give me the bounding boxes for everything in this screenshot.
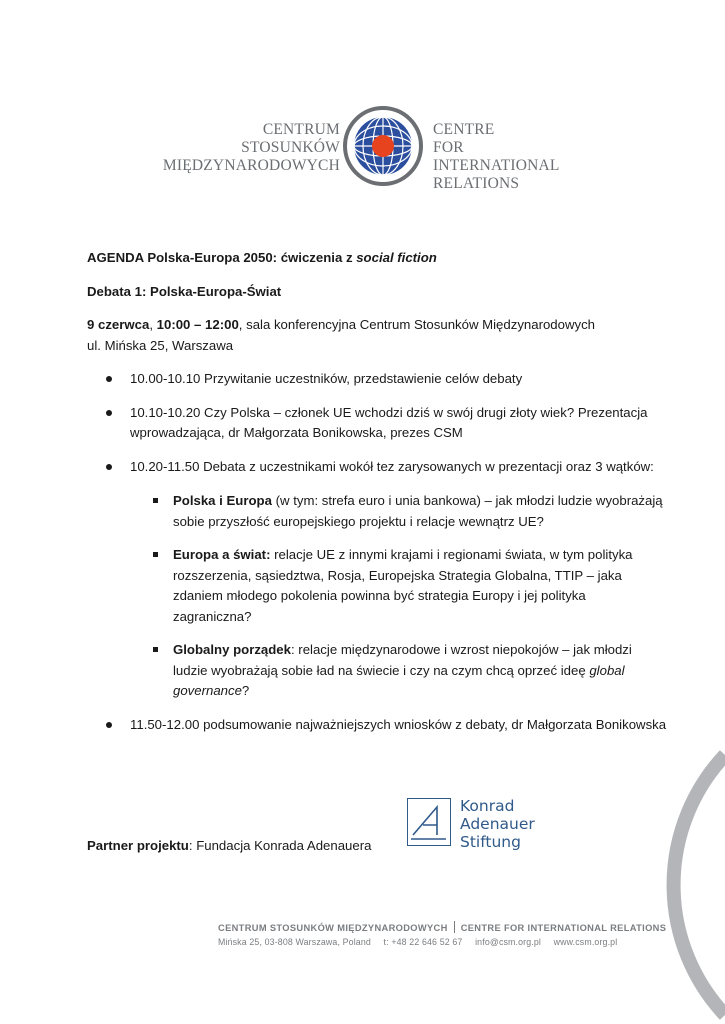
footer-address: Mińska 25, 03-808 Warszawa, Poland [218,937,371,947]
footer-org-pl: CENTRUM STOSUNKÓW MIĘDZYNARODOWYCH [218,923,448,933]
csm-logo [162,105,590,192]
kas-logo [407,798,557,850]
kas-logo-text: Konrad Adenauer Stiftung [460,797,535,851]
footer-org-en: CENTRE FOR INTERNATIONAL RELATIONS [460,923,667,933]
bullet-icon [106,376,112,382]
agenda-content [87,248,667,748]
topic-list [130,491,667,702]
bullet-icon [106,722,112,728]
debate-title: Debata 1: Polska-Europa-Świat [87,283,282,299]
square-bullet-icon [153,647,158,652]
footer [218,921,667,947]
square-bullet-icon [153,498,158,503]
footer-web: www.csm.org.pl [553,937,618,947]
list-item: 11.50-12.00 podsumowanie najważniejszych wniosków z debaty, dr Małgorzata Bonikowska [87,715,667,736]
event-address: ul. Mińska 25, Warszawa [87,337,234,353]
topic-item: Europa a świat: relacje UE z innymi krajami i regionami świata, w tym polityka rozszerzenia, sąsiedztwa, Rosja, Europejska Strategia Globalna, TTIP – jaka zdaniem młodego pokolenia powinna być strategia Europy i jej polityka zagraniczna? [130,545,667,627]
footer-phone: t: +48 22 646 52 67 [383,937,463,947]
agenda-title: AGENDA Polska-Europa 2050: ćwiczenia z social fiction [87,250,437,265]
footer-divider [454,921,455,933]
topic-item: Globalny porządek: relacje międzynarodowe i wzrost niepokojów – jak młodzi ludzie wyobrażają sobie ład na świecie i czy na czym chcą oprzeć ideę global governance? [130,640,667,702]
event-venue: , sala konferencyjna Centrum Stosunków Międzynarodowych [238,317,596,332]
globe-emblem-icon [342,105,424,187]
list-item: 10.20-11.50 Debata z uczestnikami wokół tez zarysowanych w prezentacji oraz 3 wątków: Polska i Europa (w tym: strefa euro i unia bankowa) – jak młodzi ludzie wyobrażają sobie przyszłość europejskiego projektu i relacje wewnątrz UE? Europa a świat: relacje UE z innymi krajami i regionami świata, w tym polityka rozszerzenia, sąsiedztwa, Rosja, Europejska Strategia Globalna, TTIP – jaka zdaniem młodego pokolenia powinna być strategia Europy i jej polityka zagraniczna? Globalny porządek: relacje międzynarodowe i wzrost niepokojów – jak młodzi ludzie wyobrażają sobie ład na świecie i czy na czym chcą oprzeć ideę global governance? [87,457,667,702]
event-details: 9 czerwca, 10:00 – 12:00, sala konferencyjna Centrum Stosunków Międzynarodowych ul. Mińska 25, Warszawa [87,317,596,353]
kas-mark-icon [407,798,451,846]
list-item: 10.00-10.10 Przywitanie uczestników, przedstawienie celów debaty [87,369,667,390]
square-bullet-icon [153,552,158,557]
topic-item: Polska i Europa (w tym: strefa euro i unia bankowa) – jak młodzi ludzie wyobrażają sobie przyszłość europejskiego projektu i relacje wewnątrz UE? [130,491,667,532]
bullet-icon [106,410,112,416]
event-time: 10:00 – 12:00 [156,317,239,332]
event-date: 9 czerwca [87,317,150,332]
decorative-arc-icon [665,750,725,1020]
bullet-icon [106,464,112,470]
list-item: 10.10-10.20 Czy Polska – członek UE wchodzi dziś w swój drugi złoty wiek? Prezentacja wprowadzająca, dr Małgorzata Bonikowska, prezes CSM [87,403,667,444]
partner-line: Partner projektu: Fundacja Konrada Adenauera [87,838,372,853]
agenda-list [87,369,667,735]
logo-text-en: CENTRE FOR INTERNATIONAL RELATIONS [433,121,560,192]
logo-text-pl: CENTRUM STOSUNKÓW MIĘDZYNARODOWYCH [162,121,340,174]
footer-email: info@csm.org.pl [475,937,542,947]
